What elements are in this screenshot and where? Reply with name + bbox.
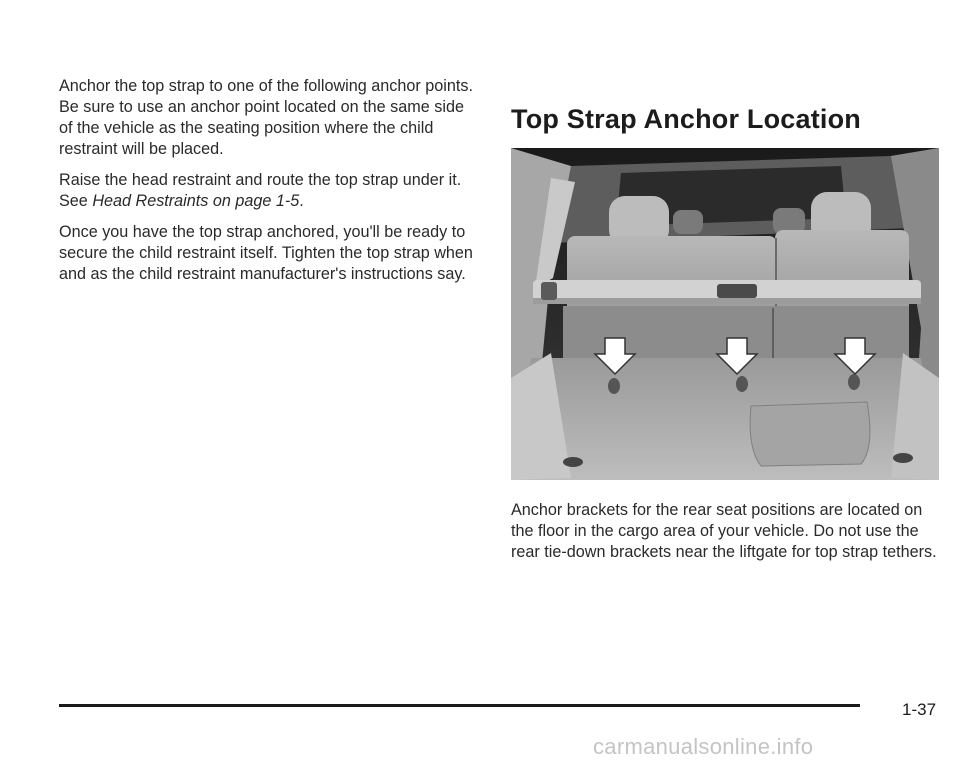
watermark-text[interactable]: carmanualsonline.info bbox=[593, 734, 814, 759]
body-text-column bbox=[59, 76, 479, 295]
tie-down-bracket-left bbox=[563, 457, 583, 467]
anchor-bracket-right bbox=[848, 374, 860, 390]
paragraph-head-restraint bbox=[59, 170, 479, 212]
anchor-bracket-center bbox=[736, 376, 748, 392]
paragraph-anchor-points: Anchor the top strap to one of the following anchor points. Be sure to use an anchor point located on the same side of the vehicle as the seating position where the child restraint will be placed. bbox=[59, 77, 473, 158]
page-number: 1-37 bbox=[902, 700, 937, 719]
cargo-area-photo bbox=[511, 148, 939, 480]
paragraph-tighten-strap: Once you have the top strap anchored, you'll be ready to secure the child restraint itself. Tighten the top strap when and as the child restraint manufacturer's instructions say. bbox=[59, 223, 473, 283]
cargo-area-illustration bbox=[511, 148, 939, 480]
head-restraint-period: . bbox=[299, 192, 304, 210]
anchor-bracket-left bbox=[608, 378, 620, 394]
tie-down-bracket-right bbox=[893, 453, 913, 463]
section-title: Top Strap Anchor Location bbox=[511, 104, 861, 134]
head-restraint-text: Raise the head restraint and route the top strap under it. See bbox=[59, 171, 462, 210]
photo-caption: Anchor brackets for the rear seat positions are located on the floor in the cargo area of your vehicle. Do not use the rear tie-down brackets near the liftgate for top strap tethers. bbox=[511, 501, 937, 561]
head-restraints-reference: Head Restraints on page 1-5 bbox=[92, 192, 300, 210]
footer-rule bbox=[59, 704, 860, 707]
